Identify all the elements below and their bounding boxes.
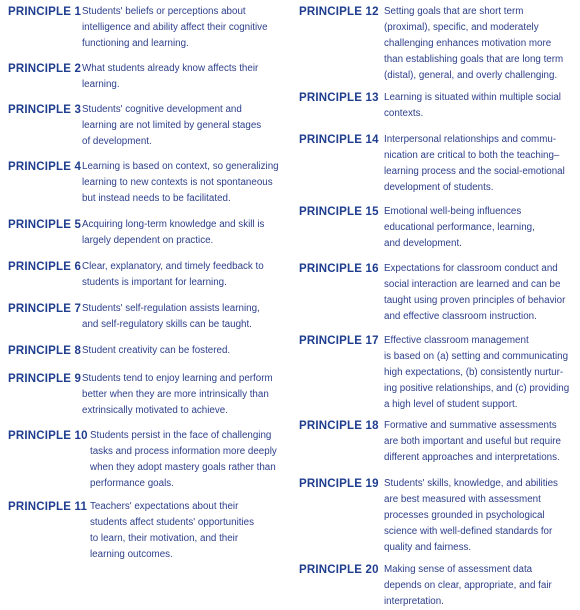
principle-text: Student creativity can be fostered. bbox=[82, 345, 231, 356]
principle-text: Students tend to enjoy learning and perform better when they are more intrinsically than extrinsically motivated to achieve. bbox=[82, 373, 273, 416]
principle-text: Students' cognitive development and learning are not limited by general stages of development. bbox=[82, 104, 262, 147]
principle-label: PRINCIPLE 17 bbox=[299, 335, 379, 347]
principle-label: PRINCIPLE 20 bbox=[299, 564, 379, 576]
principle-text: Effective classroom management is based on (a) setting and communicating high expectations, (b) consistently nurtur- ing positive relationships, and (c) providing a high level of student support. bbox=[384, 335, 570, 410]
principle-label: PRINCIPLE 7 bbox=[8, 303, 82, 315]
principle-text: What students already know affects their learning. bbox=[82, 63, 259, 90]
principle-label: PRINCIPLE 15 bbox=[299, 206, 379, 218]
principle-label: PRINCIPLE 3 bbox=[8, 104, 82, 116]
principle-label: PRINCIPLE 10 bbox=[8, 430, 88, 442]
principle-label: PRINCIPLE 8 bbox=[8, 345, 82, 357]
principle-label: PRINCIPLE 4 bbox=[8, 161, 82, 173]
principle-label: PRINCIPLE 6 bbox=[8, 261, 82, 273]
principle-text: Formative and summative assessments are both important and useful but require different approaches and interpretations. bbox=[384, 420, 561, 463]
principle-label: PRINCIPLE 14 bbox=[299, 134, 379, 146]
principle-label: PRINCIPLE 5 bbox=[8, 219, 82, 231]
principle-text: Teachers' expectations about their students affect students' opportunities to learn, their motivation, and their learning outcomes. bbox=[90, 501, 254, 560]
principle-text: Students' self-regulation assists learning, and self-regulatory skills can be taught. bbox=[82, 303, 260, 330]
principle-text: Students' skills, knowledge, and abilities are best measured with assessment processes grounded in psychological science with well-defined standards for quality and fairness. bbox=[384, 478, 558, 553]
principle-text: Acquiring long-term knowledge and skill is largely dependent on practice. bbox=[82, 219, 265, 246]
principle-text: Making sense of assessment data depends on clear, appropriate, and fair interpretation. bbox=[384, 564, 552, 607]
principle-text: Setting goals that are short term (proximal), specific, and moderately challenging enhances motivation more than establishing goals that are long term (distal), general, and overly challenging. bbox=[384, 6, 564, 81]
principle-text: Learning is based on context, so generalizing learning to new contexts is not spontaneous but instead needs to be facilitated. bbox=[82, 161, 279, 204]
principle-label: PRINCIPLE 1 bbox=[8, 6, 82, 18]
principle-label: PRINCIPLE 9 bbox=[8, 373, 82, 385]
principle-label: PRINCIPLE 16 bbox=[299, 263, 379, 275]
principle-text: Interpersonal relationships and commu- nication are critical to both the teaching– learning process and the social-emotional development of students. bbox=[384, 134, 565, 193]
principle-text: Students' beliefs or perceptions about intelligence and ability affect their cognitive functioning and learning. bbox=[82, 6, 268, 49]
principle-text: Students persist in the face of challenging tasks and process information more deeply when they adopt mastery goals rather than performance goals. bbox=[90, 430, 277, 489]
principle-label: PRINCIPLE 13 bbox=[299, 92, 379, 104]
principle-label: PRINCIPLE 18 bbox=[299, 420, 379, 432]
principle-label: PRINCIPLE 19 bbox=[299, 478, 379, 490]
principle-text: Clear, explanatory, and timely feedback to students is important for learning. bbox=[82, 261, 264, 288]
principle-text: Expectations for classroom conduct and social interaction are learned and can be taught using proven principles of behavior and effective classroom instruction. bbox=[384, 263, 566, 322]
principle-label: PRINCIPLE 2 bbox=[8, 63, 82, 75]
principle-label: PRINCIPLE 11 bbox=[8, 501, 88, 513]
principle-label: PRINCIPLE 12 bbox=[299, 6, 379, 18]
principle-text: Emotional well-being influences educational performance, learning, and development. bbox=[384, 206, 535, 249]
principle-text: Learning is situated within multiple social contexts. bbox=[384, 92, 561, 119]
